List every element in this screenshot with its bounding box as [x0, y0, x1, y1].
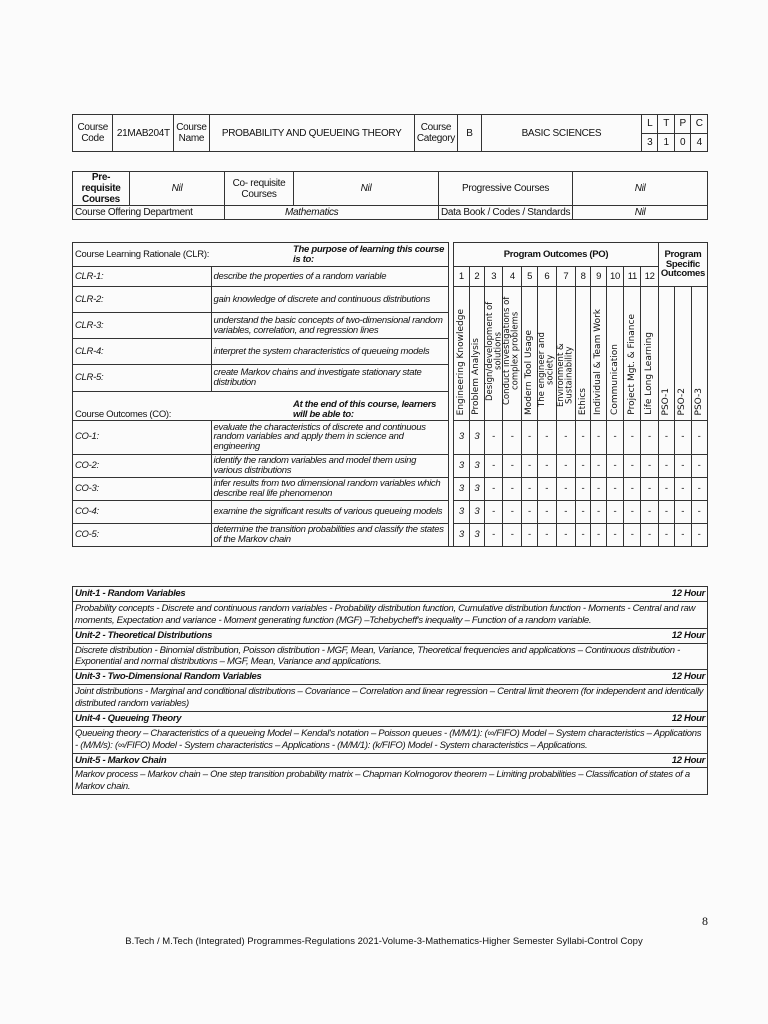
po-number: 1: [454, 267, 470, 287]
po-name: Modern Tool Usage: [522, 287, 538, 421]
po-number: 3: [485, 267, 503, 287]
course-name-label: Course Name: [174, 115, 209, 152]
co-value: -: [675, 500, 691, 523]
co-value: -: [691, 477, 707, 500]
co-value: -: [575, 454, 591, 477]
co-value: -: [641, 420, 658, 454]
co-text: determine the transition probabilities and classify the states of the Markov chain: [211, 523, 449, 546]
prereq-label: Pre-requisite Courses: [73, 172, 130, 206]
co-value: -: [556, 477, 575, 500]
po-number: 2: [469, 267, 485, 287]
ltpc-value-t: 1: [658, 133, 674, 152]
co-value: -: [658, 477, 674, 500]
co-value: -: [675, 523, 691, 546]
co-value: -: [485, 500, 503, 523]
unit-content: Joint distributions - Marginal and conditional distributions – Covariance – Correlation and linear regression – Central limit theorem (for independent and identically distributed random variables): [73, 685, 708, 712]
page-number: 8: [702, 914, 708, 928]
co-value: -: [575, 523, 591, 546]
co-value: 3: [454, 500, 470, 523]
course-category-label: Course Category: [414, 115, 457, 152]
co-value: -: [606, 477, 623, 500]
co-value: -: [624, 477, 641, 500]
unit-hours: 12 Hour: [671, 629, 705, 641]
co-row: [73, 454, 708, 477]
po-number: 12: [641, 267, 658, 287]
po-name: Environment & Sustainability: [556, 287, 575, 421]
co-value: 3: [469, 500, 485, 523]
unit-heading: [73, 711, 708, 726]
co-value: -: [503, 454, 522, 477]
clr-text: describe the properties of a random variable: [211, 267, 449, 287]
clr-code: CLR-4:: [73, 339, 212, 365]
co-value: -: [556, 454, 575, 477]
unit-title: Unit-1 - Random Variables: [75, 588, 186, 599]
po-number: 6: [537, 267, 556, 287]
ltpc-label-l: L: [642, 115, 658, 134]
po-name: Project Mgt. & Finance: [624, 287, 641, 421]
co-value: -: [641, 477, 658, 500]
databook-label: Data Book / Codes / Standards: [439, 206, 573, 220]
co-value: -: [503, 420, 522, 454]
co-value: -: [485, 420, 503, 454]
unit-hours: 12 Hour: [671, 712, 705, 724]
co-value: -: [658, 454, 674, 477]
co-value: -: [675, 477, 691, 500]
course-header-table: [72, 114, 708, 152]
co-value: -: [691, 523, 707, 546]
co-value: -: [606, 500, 623, 523]
clr-text: gain knowledge of discrete and continuous distributions: [211, 287, 449, 313]
po-name: Problem Analysis: [469, 287, 485, 421]
pso-heading: Program Specific Outcomes: [658, 243, 707, 287]
pso-name: PSO-1: [658, 287, 674, 421]
co-value: -: [591, 500, 607, 523]
pso-name: PSO-2: [675, 287, 691, 421]
course-code: 21MAB204T: [113, 115, 174, 152]
po-name: Individual & Team Work: [591, 287, 607, 421]
co-value: 3: [454, 454, 470, 477]
unit-heading: [73, 587, 708, 602]
unit-title: Unit-2 - Theoretical Distributions: [75, 629, 213, 641]
po-number: 5: [522, 267, 538, 287]
co-value: -: [485, 454, 503, 477]
unit-content: Queueing theory – Characteristics of a queueing Model – Kendal's notation – Poisson queues - (M/M/1): (∞/FIFO) Model – System characteristics – Applications - (M/M/s): (∞/FIFO) Model - System characteristics – Applications - (M/M/1): (k/FIFO) Model - System characteristics – Applications.: [73, 726, 708, 753]
progressive-value: Nil: [573, 172, 708, 206]
clr-code: CLR-3:: [73, 313, 212, 339]
co-value: -: [591, 523, 607, 546]
dept-label: Course Offering Department: [73, 206, 225, 220]
unit-hours: 12 Hour: [671, 671, 705, 683]
co-value: -: [522, 477, 538, 500]
unit-content: Markov process – Markov chain – One step transition probability matrix – Chapman Kolmogorov theorem – Limiting probabilities – Classification of states of a Markov chain.: [73, 768, 708, 795]
co-value: -: [624, 523, 641, 546]
co-value: -: [575, 420, 591, 454]
ltpc-label-t: T: [658, 115, 674, 134]
co-value: -: [485, 523, 503, 546]
clr-text: interpret the system characteristics of queueing models: [211, 339, 449, 365]
po-heading: Program Outcomes (PO): [454, 243, 659, 267]
co-value: 3: [469, 454, 485, 477]
co-value: -: [691, 454, 707, 477]
co-value: -: [537, 477, 556, 500]
po-number: 8: [575, 267, 591, 287]
co-value: -: [624, 420, 641, 454]
co-value: -: [522, 454, 538, 477]
unit-content: Discrete distribution - Binomial distribution, Poisson distribution - MGF, Mean, Variance, Theoretical frequencies and applications – Continuous distribution - Exponential and normal distributions – MGF, Mean, Variance and applications.: [73, 643, 708, 670]
co-value: 3: [454, 523, 470, 546]
ltpc-value-l: 3: [642, 133, 658, 152]
po-name: Design/development of solutions: [485, 287, 503, 421]
dept-value: Mathematics: [225, 206, 439, 220]
co-end-text: At the end of this course, learners will be able to:: [211, 391, 449, 420]
prereq-value: Nil: [130, 172, 225, 206]
po-number: 7: [556, 267, 575, 287]
po-name: The engineer and society: [537, 287, 556, 421]
unit-title: Unit-4 - Queueing Theory: [75, 712, 182, 724]
progressive-label: Progressive Courses: [439, 172, 573, 206]
po-number: 4: [503, 267, 522, 287]
co-value: -: [556, 500, 575, 523]
co-row: [73, 420, 708, 454]
co-value: -: [591, 454, 607, 477]
clr-heading: Course Learning Rationale (CLR):: [73, 243, 212, 267]
co-row: [73, 523, 708, 546]
units-table: [72, 586, 708, 795]
co-value: -: [641, 454, 658, 477]
co-value: -: [624, 454, 641, 477]
co-value: -: [522, 523, 538, 546]
co-value: 3: [469, 477, 485, 500]
unit-content: Probability concepts - Discrete and continuous random variables - Probability distribution function, Cumulative distribution function - Moments - Central and raw moments, Expectation and variance - Moment generating function (MGF) –Tchebycheff's inequality – Function of a random variable.: [73, 601, 708, 628]
co-value: -: [537, 420, 556, 454]
unit-hours: 12 Hour: [671, 588, 705, 599]
course-code-label: Course Code: [73, 115, 113, 152]
co-value: -: [691, 500, 707, 523]
co-value: -: [591, 420, 607, 454]
co-value: -: [522, 420, 538, 454]
co-value: -: [658, 420, 674, 454]
ltpc-label-c: C: [691, 115, 708, 134]
co-code: CO-3:: [73, 477, 212, 500]
co-text: evaluate the characteristics of discrete and continuous random variables and apply them in science and engineering: [211, 420, 449, 454]
co-value: -: [503, 500, 522, 523]
co-value: -: [556, 523, 575, 546]
co-value: -: [522, 500, 538, 523]
page-footer: B.Tech / M.Tech (Integrated) Programmes-Regulations 2021-Volume-3-Mathematics-Higher Semester Syllabi-Control Copy: [125, 936, 643, 947]
po-number: 10: [606, 267, 623, 287]
unit-heading: [73, 753, 708, 768]
co-value: -: [624, 500, 641, 523]
co-value: 3: [469, 420, 485, 454]
prerequisite-table: [72, 171, 708, 220]
po-name: Conduct investigations of complex problems: [503, 287, 522, 421]
databook-value: Nil: [573, 206, 708, 220]
po-number: 9: [591, 267, 607, 287]
unit-hours: 12 Hour: [671, 754, 705, 766]
co-value: -: [503, 477, 522, 500]
co-value: -: [691, 420, 707, 454]
clr-code: CLR-2:: [73, 287, 212, 313]
co-value: -: [658, 500, 674, 523]
po-name: Engineering Knowledge: [454, 287, 470, 421]
pso-name: PSO-3: [691, 287, 707, 421]
clr-purpose: The purpose of learning this course is to:: [211, 243, 449, 267]
co-value: 3: [454, 477, 470, 500]
co-value: -: [606, 454, 623, 477]
ltpc-value-p: 0: [674, 133, 690, 152]
co-value: -: [575, 477, 591, 500]
po-number: 11: [624, 267, 641, 287]
coreq-value: Nil: [294, 172, 439, 206]
clr-code: CLR-1:: [73, 267, 212, 287]
po-name: Communication: [606, 287, 623, 421]
co-value: -: [537, 523, 556, 546]
clr-code: CLR-5:: [73, 365, 212, 391]
co-value: -: [606, 523, 623, 546]
po-name: Ethics: [575, 287, 591, 421]
unit-title: Unit-5 - Markov Chain: [75, 754, 167, 766]
po-name: Life Long Learning: [641, 287, 658, 421]
ltpc-label-p: P: [674, 115, 690, 134]
unit-heading: [73, 670, 708, 685]
co-code: CO-4:: [73, 500, 212, 523]
co-value: -: [503, 523, 522, 546]
clr-text: understand the basic concepts of two-dimensional random variables, correlation, and regression lines: [211, 313, 449, 339]
co-value: -: [485, 477, 503, 500]
co-value: -: [658, 523, 674, 546]
co-text: identify the random variables and model them using various distributions: [211, 454, 449, 477]
co-value: -: [641, 523, 658, 546]
co-row: [73, 477, 708, 500]
unit-title: Unit-3 - Two-Dimensional Random Variables: [75, 671, 262, 683]
co-value: 3: [454, 420, 470, 454]
course-name: PROBABILITY AND QUEUEING THEORY: [209, 115, 414, 152]
co-value: -: [591, 477, 607, 500]
co-value: -: [675, 454, 691, 477]
co-code: CO-5:: [73, 523, 212, 546]
co-heading: Course Outcomes (CO):: [73, 391, 212, 420]
co-value: -: [537, 500, 556, 523]
co-value: -: [556, 420, 575, 454]
co-text: examine the significant results of various queueing models: [211, 500, 449, 523]
co-value: 3: [469, 523, 485, 546]
co-value: -: [575, 500, 591, 523]
co-text: infer results from two dimensional random variables which describe real life phenomenon: [211, 477, 449, 500]
co-value: -: [537, 454, 556, 477]
co-value: -: [675, 420, 691, 454]
course-category: B: [458, 115, 482, 152]
coreq-label: Co- requisite Courses: [225, 172, 294, 206]
ltpc-value-c: 4: [691, 133, 708, 152]
co-row: [73, 500, 708, 523]
co-code: CO-1:: [73, 420, 212, 454]
co-value: -: [641, 500, 658, 523]
clr-text: create Markov chains and investigate stationary state distribution: [211, 365, 449, 391]
clr-co-table: [72, 242, 708, 547]
category-name: BASIC SCIENCES: [481, 115, 641, 152]
co-code: CO-2:: [73, 454, 212, 477]
unit-heading: [73, 628, 708, 643]
co-value: -: [606, 420, 623, 454]
